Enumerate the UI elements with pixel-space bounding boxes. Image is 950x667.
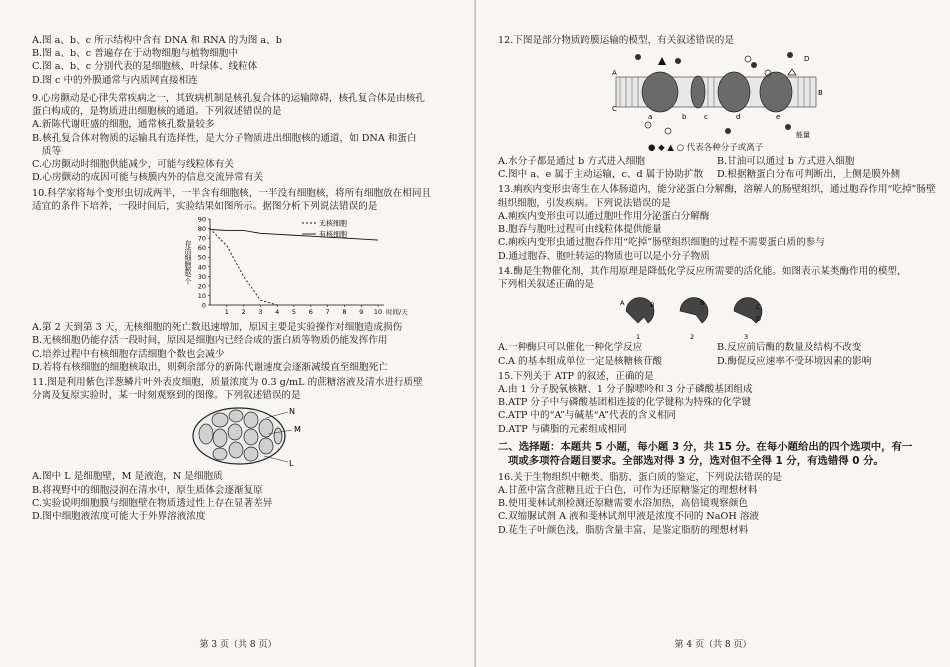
q14-stem-line-2: 下列相关叙述正确的是 — [498, 279, 594, 291]
fig-label-m: M — [294, 425, 301, 435]
q15-stem: 15.下列关于 ATP 的叙述，正确的是 — [498, 370, 654, 382]
q12-stem: 12.下图是部分物质跨膜运输的模型，有关叙述错误的是 — [498, 35, 734, 46]
membrane-label-d: d — [736, 113, 741, 122]
series-line-0 — [210, 229, 277, 305]
q11-stem-line-2: 分离及复原实验时，某一时刻观察到的图像。下列叙述错误的是 — [32, 390, 301, 402]
q16-option-c: C.双缩脲试剂 A 液和斐林试剂甲液是浓度不同的 NaOH 溶液 — [498, 511, 759, 523]
y-tick-label: 40 — [197, 263, 206, 272]
q14-option-b: B.反应前后酶的数量及结构不改变 — [717, 342, 862, 354]
survival-line-chart — [152, 213, 452, 321]
section-2-line-2: 项或多项符合题目要求。全部选对得 3 分，选对但不全得 1 分，有选错得 0 分。 — [508, 455, 884, 468]
membrane-label-c: c — [704, 113, 708, 122]
x-tick-label: 9 — [359, 308, 364, 317]
x-tick-label: 10 — [373, 308, 383, 317]
q8-option-b: B.图 a、b、c 普遍存在于动物细胞与植物细胞中 — [32, 48, 239, 60]
q9-option-b-cont: 质等 — [42, 145, 62, 157]
q8-option-c: C.图 a、b、c 分别代表的是细胞核、叶绿体、线粒体 — [32, 61, 258, 73]
q16-stem: 16.关于生物组织中糖类、脂肪、蛋白质的鉴定，下列说法错误的是 — [498, 471, 782, 483]
y-tick-label: 10 — [197, 291, 206, 300]
membrane-label-B: B — [818, 89, 823, 98]
enzyme-label-C: C — [756, 303, 761, 312]
q13-option-c: C.痢疾内变形虫通过胞吞作用“吃掉”肠壁组织细胞的过程不需要蛋白质的参与 — [498, 237, 825, 249]
question-14 — [498, 265, 936, 368]
q10-option-d: D.若将有核细胞的细胞核取出，则剩余部分的新陈代谢速度会逐渐减缓直至细胞死亡 — [32, 361, 388, 373]
q16-option-a: A.甘蔗中富含蔗糖且近于白色，可作为还原糖鉴定的理想材料 — [498, 484, 758, 496]
question-9 — [32, 92, 462, 185]
q16-option-d: D.花生子叶颜色浅，脂肪含量丰富，是鉴定脂肪的理想材料 — [498, 524, 749, 536]
q14-options-row-1 — [498, 341, 936, 354]
x-tick-label: 4 — [275, 308, 280, 317]
y-tick-label: 20 — [197, 282, 206, 291]
y-tick-label: 60 — [197, 244, 206, 253]
x-tick-label: 6 — [308, 308, 313, 317]
plasmolysis-cell-figure — [184, 404, 314, 468]
enzyme-label-B1: B — [650, 301, 655, 310]
q11-option-d: D.图中细胞液浓度可能大于外界溶液浓度 — [32, 511, 206, 523]
legend-label-1: 有核细胞 — [319, 230, 347, 239]
q12-option-b: B.甘油可以通过 b 方式进入细胞 — [717, 155, 855, 167]
q13-option-d: D.通过胞吞、胞吐转运的物质也可以是小分子物质 — [498, 250, 710, 262]
q12-option-a: A.水分子都是通过 b 方式进入细胞 — [498, 155, 645, 167]
q9-option-c: C.心房颤动时细胞供能减少，可能与线粒体有关 — [32, 159, 234, 171]
membrane-label-b: b — [682, 113, 687, 122]
membrane-label-C: C — [612, 105, 617, 114]
q16-option-b: B.使用斐林试剂检测还原糖需要水浴加热，高倍镜观察颜色 — [498, 498, 748, 510]
question-10 — [32, 187, 462, 374]
q15-option-b: B.ATP 分子中与磷酸基团相连接的化学键称为特殊的化学键 — [498, 397, 752, 409]
q12-option-d: D.根据糖蛋白分布可判断出，上侧是膜外侧 — [717, 169, 901, 181]
x-tick-label: 2 — [241, 308, 246, 317]
exam-page-4 — [476, 0, 950, 667]
x-tick-label: 8 — [342, 308, 347, 317]
enzyme-model-figure — [618, 291, 788, 341]
y-axis-label: 存活细胞数/个 — [184, 239, 192, 285]
y-tick-label: 70 — [197, 234, 206, 243]
question-8-options — [32, 34, 462, 87]
enzyme-step-2: 2 — [690, 333, 695, 342]
molecule-legend-icons: ● ◆ ▲ ○ — [648, 143, 687, 154]
q12-figure-caption — [648, 143, 936, 155]
enzyme-label-A: A — [620, 299, 625, 308]
section-2-heading — [498, 440, 936, 469]
legend-label-0: 无核细胞 — [319, 219, 347, 228]
question-12 — [498, 34, 936, 181]
y-tick-label: 90 — [197, 215, 206, 224]
q12-options-row-1 — [498, 155, 936, 168]
page-footer-right: 第 4 页（共 8 页） — [674, 639, 752, 650]
q9-option-a: A.新陈代谢旺盛的细胞，通常核孔数量较多 — [32, 119, 215, 131]
q10-option-a: A.第 2 天到第 3 天，无核细胞的死亡数迅速增加，原因主要是实验操作对细胞造成损伤 — [32, 322, 403, 334]
q8-option-d: D.图 c 中的外膜通常与内质网直接相连 — [32, 74, 198, 86]
q13-option-b: B.胞吞与胞吐过程可由线粒体提供能量 — [498, 224, 662, 236]
q9-option-b: B.核孔复合体对物质的运输具有选择性，是大分子物质进出细胞核的通道，如 DNA 和蛋白 — [32, 132, 417, 144]
q8-option-a: A.图 a、b、c 所示结构中含有 DNA 和 RNA 的为图 a、b — [32, 35, 282, 46]
q10-stem-line-2: 适宜的条件下培养，一段时间后，实验结果如图所示。据图分析下列说法错误的是 — [32, 200, 378, 212]
q12-option-c: C.图中 a、e 属于主动运输，c、d 属于协助扩散 — [498, 169, 704, 181]
y-tick-label: 30 — [197, 272, 206, 281]
q15-option-c: C.ATP 中的“A”与碱基“A”代表的含义相同 — [498, 410, 677, 422]
q11-option-b: B.将视野中的细胞浸润在清水中，原生质体会逐渐复原 — [32, 484, 263, 496]
q14-option-a: A.一种酶只可以催化一种化学反应 — [498, 342, 643, 354]
membrane-label-A: A — [612, 69, 617, 78]
y-tick-label: 50 — [197, 253, 206, 262]
y-tick-label: 0 — [201, 301, 206, 310]
q11-option-a: A.图中 L 是细胞壁，M 是液泡，N 是细胞质 — [32, 471, 223, 483]
section-2-line-1: 二、选择题：本题共 5 小题，每小题 3 分，共 15 分。在每小题给出的四个选项中，有一 — [498, 440, 913, 453]
q13-option-a: A.痢疾内变形虫可以通过胞吐作用分泌蛋白分解酶 — [498, 210, 710, 222]
membrane-label-a: a — [648, 113, 653, 122]
question-16 — [498, 471, 936, 537]
x-tick-label: 3 — [258, 308, 263, 317]
x-tick-label: 1 — [224, 308, 229, 317]
q14-stem-line-1: 14.酶是生物催化剂，其作用原理是降低化学反应所需要的活化能。如图表示某类酶作用的模型， — [498, 265, 907, 277]
membrane-label-D: D — [804, 55, 810, 64]
fig-label-l: L — [289, 459, 294, 469]
q14-options-row-2 — [498, 355, 936, 368]
q11-stem-line-1: 11.图是利用紫色洋葱鳞片叶外表皮细胞，质量浓度为 0.3 g/mL 的蔗糖溶液及清水进行质壁 — [32, 376, 423, 388]
q14-option-c: C.A 的基本组成单位一定是核糖核苷酸 — [498, 355, 662, 367]
q10-option-c: C.培养过程中有核细胞存活细胞个数也会减少 — [32, 348, 225, 360]
q10-stem-line-1: 10.科学家将每个变形虫切成两半，一半含有细胞核，一半没有细胞核，将所有细胞放在相同且 — [32, 187, 432, 199]
q15-option-a: A.由 1 分子脱氧核糖、1 分子腺嘌呤和 3 分子磷酸基团组成 — [498, 384, 753, 395]
membrane-transport-figure — [608, 47, 828, 143]
q13-stem: 13.痢疾内变形虫寄生在人体肠道内，能分泌蛋白分解酶，溶解人的肠壁组织，通过胞吞作用“吃掉”肠壁组织细胞，引发疾病。下列说法错误的是 — [498, 184, 936, 209]
enzyme-label-B2: B — [700, 299, 705, 308]
membrane-label-e: e — [776, 113, 781, 122]
q14-option-d: D.酶促反应速率不受环境因素的影响 — [717, 355, 872, 367]
x-axis-label: 时间/天 — [386, 308, 408, 317]
q9-stem-line-1: 9.心房颤动是心律失常疾病之一，其致病机制是核孔复合体的运输障碍，核孔复合体是由核孔 — [32, 92, 425, 104]
question-11 — [32, 376, 462, 523]
enzyme-label-D: D — [756, 315, 762, 324]
enzyme-step-3: 3 — [744, 333, 749, 342]
q9-option-d: D.心房颤动的成因可能与核膜内外的信息交流异常有关 — [32, 172, 264, 184]
q9-stem-line-2: 蛋白构成的，是物质进出细胞核的通道。下列叙述错误的是 — [32, 106, 282, 118]
question-13 — [498, 183, 936, 262]
q12-caption-text: 代表各种分子或离子 — [686, 143, 764, 154]
q10-option-b: B.无核细胞仍能存活一段时间，原因是细胞内已经合成的蛋白质等物质仍能发挥作用 — [32, 335, 388, 347]
q12-options-row-2 — [498, 168, 936, 181]
x-tick-label: 5 — [291, 308, 297, 317]
question-15 — [498, 370, 936, 436]
x-tick-label: 7 — [325, 308, 330, 317]
q15-option-d: D.ATP 与磷脂的元素组成相同 — [498, 423, 627, 435]
series-line-1 — [210, 230, 378, 241]
page-footer-left: 第 3 页（共 8 页） — [199, 639, 277, 650]
y-tick-label: 80 — [197, 225, 206, 234]
energy-label: 能量 — [796, 131, 810, 140]
fig-label-n: N — [289, 407, 295, 417]
q11-option-c: C.实验说明细胞膜与细胞壁在物质透过性上存在显著差异 — [32, 497, 273, 509]
enzyme-step-1: 1 — [636, 333, 641, 342]
